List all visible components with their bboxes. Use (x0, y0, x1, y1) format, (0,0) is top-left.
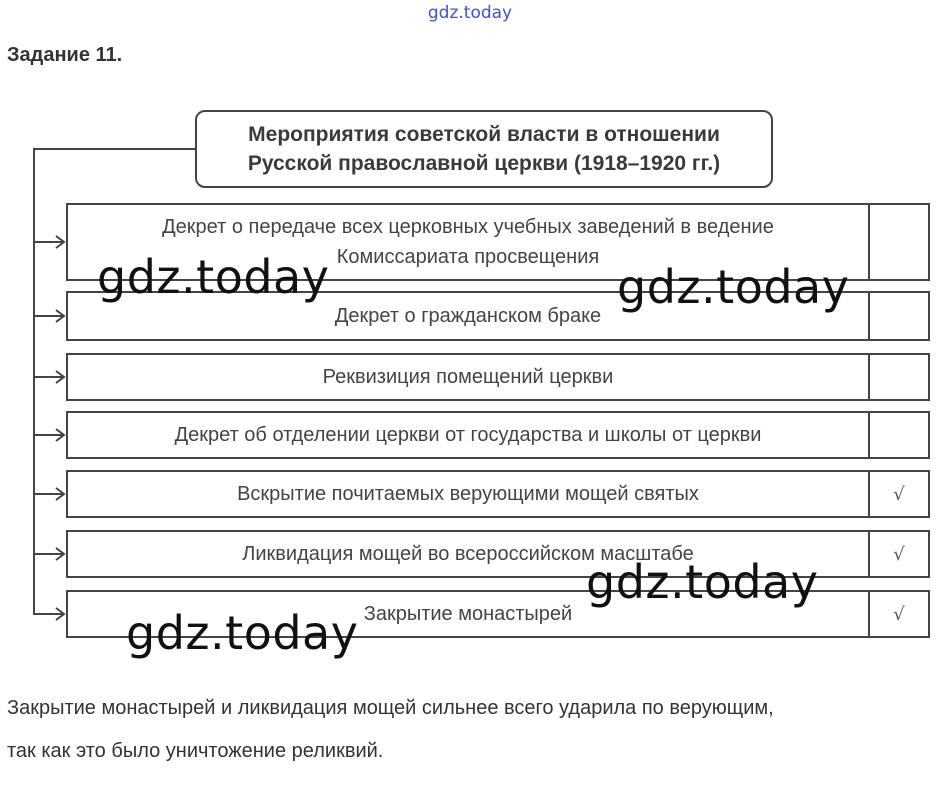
watermark: gdz.today (586, 555, 819, 609)
watermark: gdz.today (126, 606, 359, 660)
site-watermark-top[interactable]: gdz.today (427, 3, 513, 23)
diagram-row-5 (66, 470, 930, 518)
diagram-row-2 (66, 291, 930, 341)
row-text: Реквизиция помещений церкви (322, 366, 614, 388)
row-check-cell (868, 355, 928, 399)
arrow-icon (33, 370, 66, 384)
arrow-icon (33, 428, 66, 442)
arrow-icon (33, 309, 66, 323)
row-text-line-1: Декрет о передаче всех церковных учебных заведений в ведение (162, 216, 774, 238)
answer-line-1: Закрытие монастырей и ликвидация мощей сильнее всего ударила по верующим, (7, 697, 774, 719)
header-line-1: Мероприятия советской власти в отношении (248, 123, 720, 146)
diagram-row-3 (66, 353, 930, 401)
row-check-cell: √ (868, 532, 928, 576)
header-line-2: Русской православной церкви (1918–1920 гг.) (247, 152, 721, 175)
diagram-row-1 (66, 203, 930, 281)
arrow-icon (33, 235, 66, 249)
watermark: gdz.today (97, 250, 330, 304)
diagram-row-4 (66, 411, 930, 459)
arrow-icon (33, 547, 66, 561)
row-check-cell (868, 205, 928, 279)
row-check-cell: √ (868, 472, 928, 516)
arrow-icon (33, 487, 66, 501)
row-text: Ликвидация мощей во всероссийском масштабе (242, 543, 694, 565)
watermark: gdz.today (617, 260, 850, 314)
row-text: Закрытие монастырей (363, 603, 573, 625)
row-text: Декрет о гражданском браке (334, 305, 602, 327)
row-text: Вскрытие почитаемых верующими мощей святых (237, 483, 699, 505)
task-title: Задание 11. (7, 44, 123, 66)
row-text (68, 205, 868, 279)
row-check-cell: √ (868, 592, 928, 636)
diagram-header (195, 110, 773, 188)
answer-line-2: так как это было уничтожение реликвий. (7, 740, 384, 762)
connector-horizontal (33, 148, 195, 150)
row-check-cell (868, 293, 928, 339)
row-text-line-2: Комиссариата просвещения (336, 246, 600, 268)
row-check-cell (868, 413, 928, 457)
arrow-icon (33, 607, 66, 621)
diagram-row-6 (66, 530, 930, 578)
diagram-row-7 (66, 590, 930, 638)
row-text: Декрет об отделении церкви от государства и школы от церкви (174, 424, 762, 446)
